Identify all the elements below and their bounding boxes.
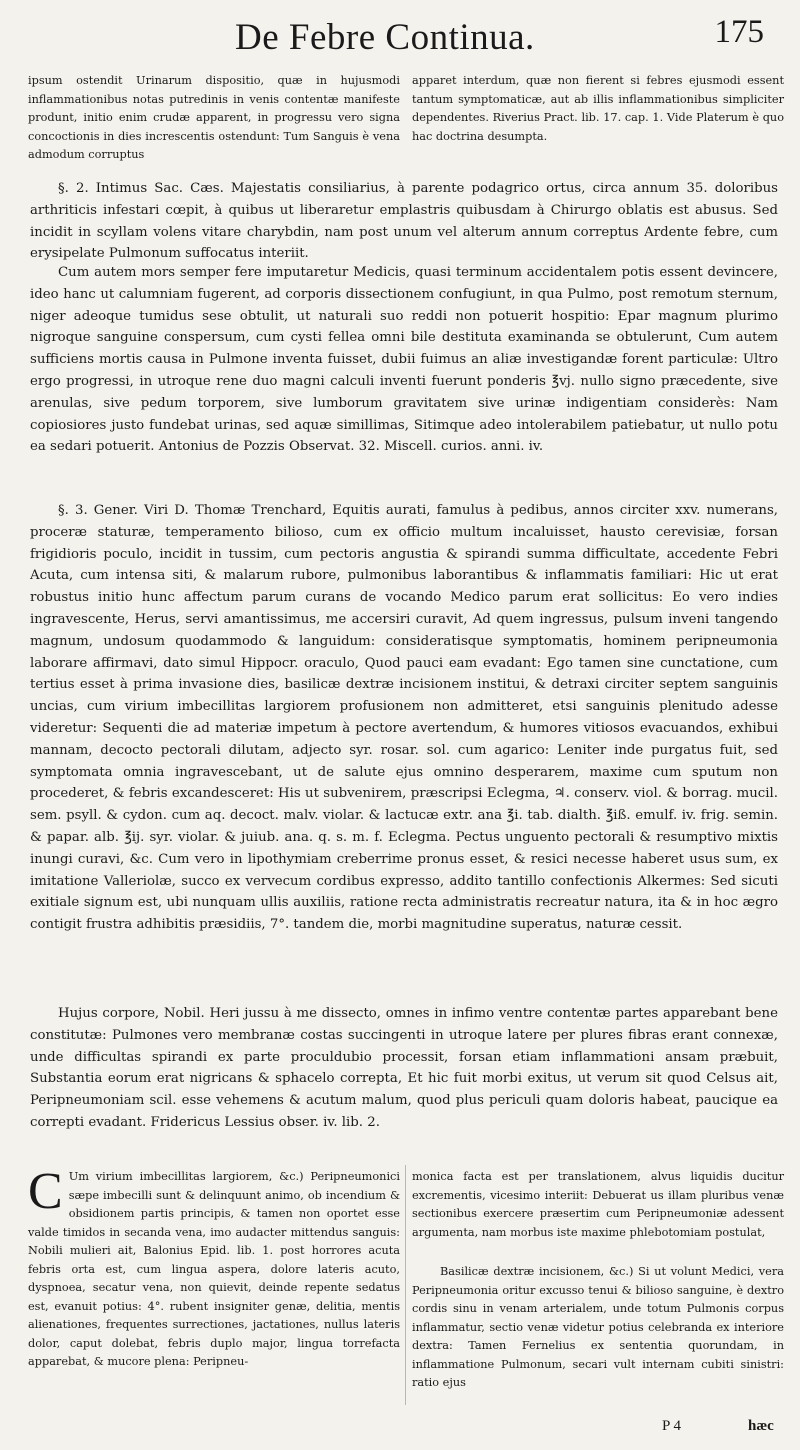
- section-2-continuation: Cum autem mors semper fere imputaretur Medicis, quasi terminum accidentalem potis essent devincere, ideo hanc ut calumniam fugerent, ad corporis dissectionem confugiunt, in qua Pulmo, post remotum sternum, niger adeoque tumidus sese obtulit, ut naturali suo reddi non potuerit hospitio: Epar magnum plurimo nigroque sanguine conspersum, cum cysti fellea omni bile destituta examinanda se obtulerunt, Cum autem sufficiens mortis causa in Pulmone inventa fuisset, dubii fuimus an aliæ investigandæ forent particulæ: Ultro ergo progressi, in utroque rene duo magni calculi inventi fuerunt ponderis ℥vj. nullo signo præcedente, sive arenulas, sive pedum torporem, sive lumborum gravitatem sive urinæ indigentiam considerès: Nam copiosiores justo fundebat urinas, sed aquæ simillimas, Sitimque adeo intolerabilem patiebatur, ut nullo potu ea sedari potuerit. Antonius de Pozzis Observat. 32. Miscell. curios. anni. iv.: [30, 265, 778, 455]
- catchword: hæc: [748, 1418, 774, 1434]
- section-2-paragraph: §. 2. Intimus Sac. Cæs. Majestatis consiliarius, à parente podagrico ortus, circa annum 35. doloribus arthriticis infestari cœpit, à quibus ut liberaretur emplastris quibusdam à Chirurgo oblatis est abusus. Sed incidit in scyllam volens vitare charybdin, nam post unum vel alterum annum correptus Ardente febre, cum erysipelate Pulmonum suffocatus interiit.: [30, 181, 778, 262]
- commentary-right-first: monica facta est per translationem, alvus liquidis ducitur excrementis, vicesimo interiit: Debuerat us illam pluribus venæ sectionibus exercere præsertim cum Peripneumoniæ adessent argumenta, nam morbus iste maxime phlebotomiam postulat,: [412, 1170, 784, 1239]
- signature-mark: P 4: [662, 1418, 682, 1434]
- section-3-paragraph: §. 3. Gener. Viri D. Thomæ Trenchard, Equitis aurati, famulus à pedibus, annos circiter xxv. numerans, proceræ staturæ, temperamento bilioso, cum ex officio multum incaluisset, hausto cerevisiæ, forsan frigidioris poculo, incidit in tussim, cum pectoris angustia & spirandi summa difficultate, accedente Febri Acuta, cum intensa siti, & malarum rubore, pulmonibus laborantibus & inflammatis familiari: Hic ut erat robustus initio hunc affectum parum curans de vocando Medico parum erat sollicitus: Eo vero indies ingravescente, Herus, servi amantissimus, me accersiri curavit, Ad quem ingressus, pulsum inveni tangendo magnum, undosum quodammodo & languidum: consideratisque symptomatis, hominem peripneumonia laborare affirmavi, dato simul Hippocr. oraculo, Quod pauci eam evadant: Ego tamen sine cunctatione, cum tertius esset à prima invasione dies, basilicæ dextræ incisionem institui, & detraxi circiter septem sanguinis uncias, cum virium imbecillitas largiorem profusionem non admitteret, etsi sanguinis plenitudo adesse videretur: Sequenti die ad materiæ impetum à pectore avertendum, & humores vitiosos evacuandos, exhibui mannam, decocto pectorali dilutam, adjecto syr. rosar. sol. cum agarico: Leniter inde purgatus fuit, sed symptomata omnia ingravescebant, ut de salute ejus omnino desperarem, maxime cum sputum non procederet, & febris excandesceret: His ut subvenirem, præscripsi Eclegma, ♃. conserv. viol. & borrag. mucil. sem. psyll. & cydon. cum aq. decoct. malv. violar. & lactucæ extr. ana ℥i. tab. dialth. ℥iß. emulf. iv. frig. semin. & papar. alb. ℥ij. syr. violar. & juiub. ana. q. s. m. f. Eclegma. Pectus unguento pectorali & resumptivo mixtis inungi curavi, &c. Cum vero in lipothymiam creberrime pronus esset, & resici necesse haberet usus sum, ex imitatione Valleriolæ, succo ex vervecum cordibus expresso, addito tantillo confectionis Alkermes: Sed sicuti exitiale signum est, ubi nunquam ullis auxiliis, ratione recta administratis recreatur natura, ita & in hoc ægro contigit frustra adhibitis præsidiis, 7°. tandem die, morbi magnitudine superatus, naturæ cessit.: [30, 503, 778, 933]
- running-title: De Febre Continua.: [235, 17, 535, 58]
- column-divider: [405, 1165, 406, 1405]
- top-right-paragraph: apparet interdum, quæ non fierent si febres ejusmodi essent tantum symptomaticæ, aut ab illis inflammationibus simpliciter dependentes. Riverius Pract. lib. 17. cap. 1. Vide Platerum è quo hac doctrina desumpta.: [412, 74, 784, 143]
- page-header: [0, 12, 800, 70]
- commentary-left: [28, 1163, 400, 1372]
- section-3-continuation: Hujus corpore, Nobil. Heri jussu à me dissecto, omnes in infimo ventre contentæ partes apparebant bene constitutæ: Pulmones vero membranæ costas succingenti in utroque latere per plures fibras erant connexæ, unde difficultas spirandi ex parte proculdubio processit, forsan etiam inflammationi ansam præbuit, Substantia eorum erat nigricans & sphacelo correpta, Et hic fuit morbi exitus, ut verum sit quod Celsus ait, Peripneumoniam scil. esse vehemens & acutum malum, quod plus periculi quam doloris habeat, paucique ea correpti evadant. Fridericus Lessius obser. iv. lib. 2.: [30, 1006, 778, 1130]
- drop-cap: C: [28, 1163, 63, 1220]
- page-number: 175: [714, 14, 764, 50]
- top-left-paragraph: ipsum ostendit Urinarum dispositio, quæ in hujusmodi inflammationibus notas putredinis in venis contentæ manifeste produnt, initio enim crudæ apparent, in progressu vero signa concoctionis in dies increscentis ostendunt: Tum Sanguis è vena admodum corruptus: [28, 74, 400, 161]
- commentary-left-text: Um virium imbecillitas largiorem, &c.) Peripneumonici sæpe imbecilli sunt & delinquunt animo, ob incendium & obsidionem partis principis, & tamen non oportet esse valde timidos in secanda vena, imo audacter mittendus sanguis: Nobili mulieri ait, Balonius Epid. lib. 1. post horrores acuta febris orta est, cum lingua aspera, dolore lateris acuto, dyspnoea, secatur vena, non quievit, deinde repente sedatus est, evanuit potius: 4°. rubent insigniter genæ, delitia, mentis alienationes, frequentes surrectiones, jactationes, nullus lateris dolor, caput dolebat, febris duplo major, lingua torrefacta apparebat, & mucore plena: Peripneu-: [28, 1170, 400, 1368]
- commentary-right-second: Basilicæ dextræ incisionem, &c.) Si ut volunt Medici, vera Peripneumonia oritur excusso tenui & bilioso sanguine, è dextro cordis sinu in venam arterialem, unde totum Pulmonis corpus inflammatur, sectio venæ videtur potius celebranda ex interiore dextra: Tamen Fernelius ex sententia quorundam, in inflammatione Pulmonum, secari vult internam cubiti sinistri: ratio ejus: [412, 1265, 784, 1389]
